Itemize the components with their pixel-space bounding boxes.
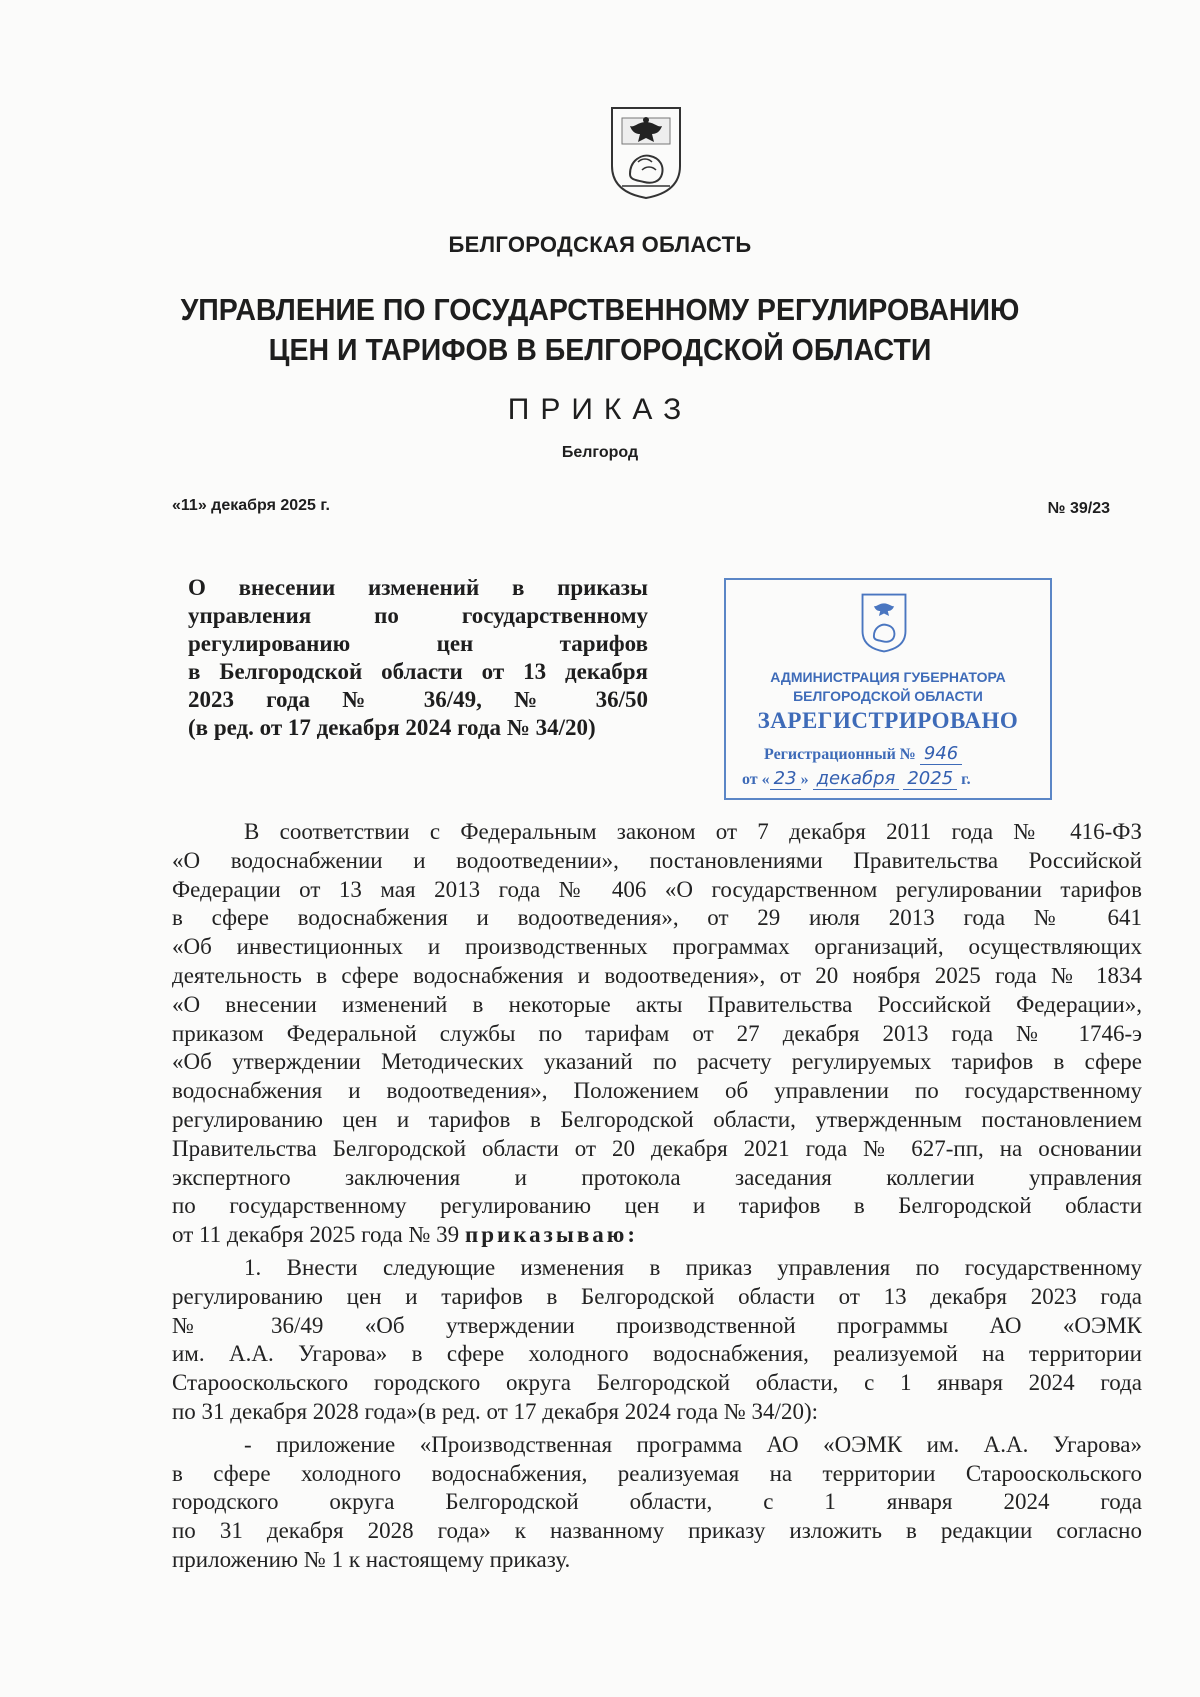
body-line: Старооскольского городского округа Белгородской области, с 1 января 2024 года <box>172 1370 1142 1396</box>
body-line: «Об утверждении Методических указаний по расчету регулируемых тарифов в сфере <box>172 1049 1142 1075</box>
city-name: Белгород <box>561 444 639 461</box>
region-name: БЕЛГОРОДСКАЯ ОБЛАСТЬ <box>448 232 752 257</box>
body-line: экспертного заключения и протокола заседания коллегии управления <box>172 1164 1142 1190</box>
body-line: деятельность в сфере водоснабжения и водоотведения», от 20 ноября 2025 года № 1834 <box>172 962 1142 988</box>
stamp-date-prefix: от « <box>742 771 770 788</box>
coat-of-arms-icon <box>608 104 684 202</box>
title-line: регулированию цен тарифов <box>188 631 648 656</box>
stamp-date <box>742 768 971 789</box>
organization-name-line-1: УПРАВЛЕНИЕ ПО ГОСУДАРСТВЕННОМУ РЕГУЛИРОВАНИЮ <box>180 292 1020 327</box>
stamp-reg-label: Регистрационный № <box>764 746 916 763</box>
body-line: в сфере водоснабжения и водоотведения», от 29 июля 2013 года № 641 <box>172 905 1142 931</box>
organization-name-line-2: ЦЕН И ТАРИФОВ В БЕЛГОРОДСКОЙ ОБЛАСТИ <box>268 332 932 367</box>
stamp-day: 23 <box>770 768 801 790</box>
title-line: 2023 года № 36/49, № 36/50 <box>188 687 648 712</box>
body-line: «О внесении изменений в некоторые акты Правительства Российской Федерации», <box>172 991 1142 1017</box>
stamp-date-mid: » <box>800 771 809 788</box>
body-line: в сфере холодного водоснабжения, реализуемая на территории Старооскольского <box>172 1460 1142 1486</box>
body-line: водоснабжения и водоотведения», Положением об управлении по государственному <box>172 1078 1142 1104</box>
body-line: Правительства Белгородской области от 20 декабря 2021 года № 627-пп, на основании <box>172 1135 1142 1161</box>
stamp-month: декабря <box>813 768 900 790</box>
body-line: регулированию цен и тарифов в Белгородской области, утвержденным постановлением <box>172 1106 1142 1132</box>
title-line: управления по государственному <box>188 603 648 628</box>
stamp-registered: ЗАРЕГИСТРИРОВАНО <box>757 708 1019 733</box>
order-verb: приказываю: <box>464 1222 638 1248</box>
body-line: приказом Федеральной службы по тарифам от 27 декабря 2013 года № 1746-э <box>172 1020 1142 1046</box>
body-line: Федерации от 13 мая 2013 года № 406 «О государственном регулировании тарифов <box>172 876 1142 902</box>
document-number: № 39/23 <box>1047 500 1110 517</box>
paragraph-2 <box>172 1254 1142 1427</box>
document-body <box>172 818 1142 1575</box>
body-line: по государственному регулированию цен и тарифов в Белгородской области <box>172 1193 1142 1219</box>
body-line: - приложение «Производственная программа АО «ОЭМК им. А.А. Угарова» <box>244 1431 1142 1457</box>
stamp-admin-line-2: БЕЛГОРОДСКОЙ ОБЛАСТИ <box>793 688 983 704</box>
body-text: от 11 декабря 2025 года № 39 <box>172 1222 460 1248</box>
document-title <box>188 574 648 742</box>
document-type: ПРИКАЗ <box>507 393 693 426</box>
body-line: «Об инвестиционных и производственных программах организаций, осуществляющих <box>172 934 1142 960</box>
body-line: В соответствии с Федеральным законом от 7 декабря 2011 года № 416-ФЗ <box>244 819 1142 844</box>
stamp-administration <box>726 668 1050 706</box>
stamp-registration-number <box>764 743 962 764</box>
body-line: городского округа Белгородской области, с 1 января 2024 года <box>172 1489 1142 1515</box>
body-line: 1. Внести следующие изменения в приказ управления по государственному <box>244 1254 1142 1280</box>
stamp-coat-of-arms-icon <box>860 592 908 654</box>
title-line: (в ред. от 17 декабря 2024 года № 34/20) <box>188 715 596 740</box>
paragraph-1 <box>172 818 1142 1250</box>
body-line: приложению № 1 к настоящему приказу. <box>172 1546 571 1572</box>
body-line: по 31 декабря 2028 года» к названному приказу изложить в редакции согласно <box>172 1518 1142 1544</box>
paragraph-3 <box>172 1431 1142 1575</box>
body-line <box>172 1221 1142 1250</box>
title-line: в Белгородской области от 13 декабря <box>188 659 648 684</box>
stamp-year: 2025 <box>903 768 957 790</box>
body-line: № 36/49 «Об утверждении производственной программы АО «ОЭМК <box>172 1312 1142 1338</box>
stamp-admin-line-1: АДМИНИСТРАЦИЯ ГУБЕРНАТОРА <box>770 669 1006 685</box>
organization-name <box>48 290 1152 370</box>
document-date: «11» декабря 2025 г. <box>172 497 330 514</box>
stamp-reg-number: 946 <box>920 743 962 765</box>
registration-stamp <box>724 578 1052 800</box>
body-line: по 31 декабря 2028 года»(в ред. от 17 декабря 2024 года № 34/20): <box>172 1398 818 1424</box>
title-line: О внесении изменений в приказы <box>188 575 648 600</box>
body-line: им. А.А. Угарова» в сфере холодного водоснабжения, реализуемой на территории <box>172 1341 1142 1367</box>
body-line: «О водоснабжении и водоотведении», постановлениями Правительства Российской <box>172 847 1142 873</box>
body-line: регулированию цен и тарифов в Белгородской области от 13 декабря 2023 года <box>172 1283 1142 1309</box>
stamp-year-suffix: г. <box>961 771 971 788</box>
